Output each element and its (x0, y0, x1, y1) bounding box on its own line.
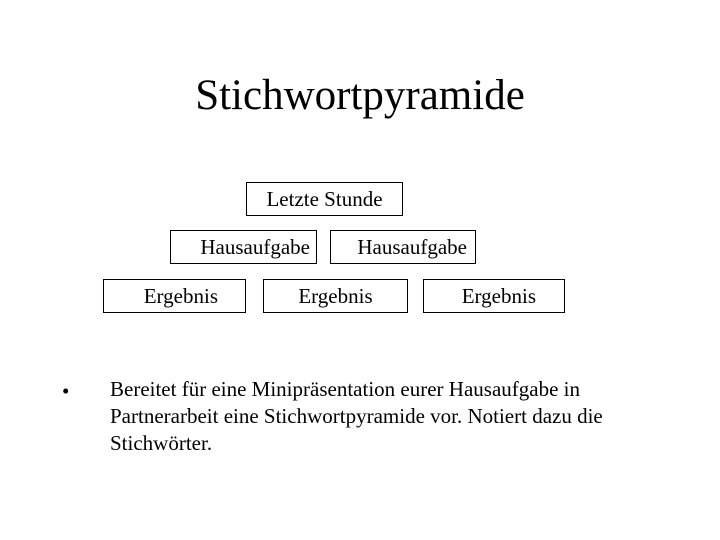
pyramid-box-hausaufgabe-left: Hausaufgabe (170, 230, 317, 264)
instruction-text: Bereitet für eine Minipräsentation eurer Hausaufgabe in Partnerarbeit eine Stichwortpyramide vor. Notiert dazu die Stichwörter. (110, 377, 603, 455)
bullet-point-icon: • (62, 379, 70, 403)
slide-title: Stichwortpyramide (195, 72, 525, 119)
pyramid-box-ergebnis-left: Ergebnis (103, 279, 246, 313)
pyramid-box-ergebnis-middle: Ergebnis (263, 279, 408, 313)
pyramid-box-ergebnis-right: Ergebnis (423, 279, 565, 313)
pyramid-box-hausaufgabe-right: Hausaufgabe (330, 230, 476, 264)
pyramid-box-letzte-stunde: Letzte Stunde (246, 182, 403, 216)
